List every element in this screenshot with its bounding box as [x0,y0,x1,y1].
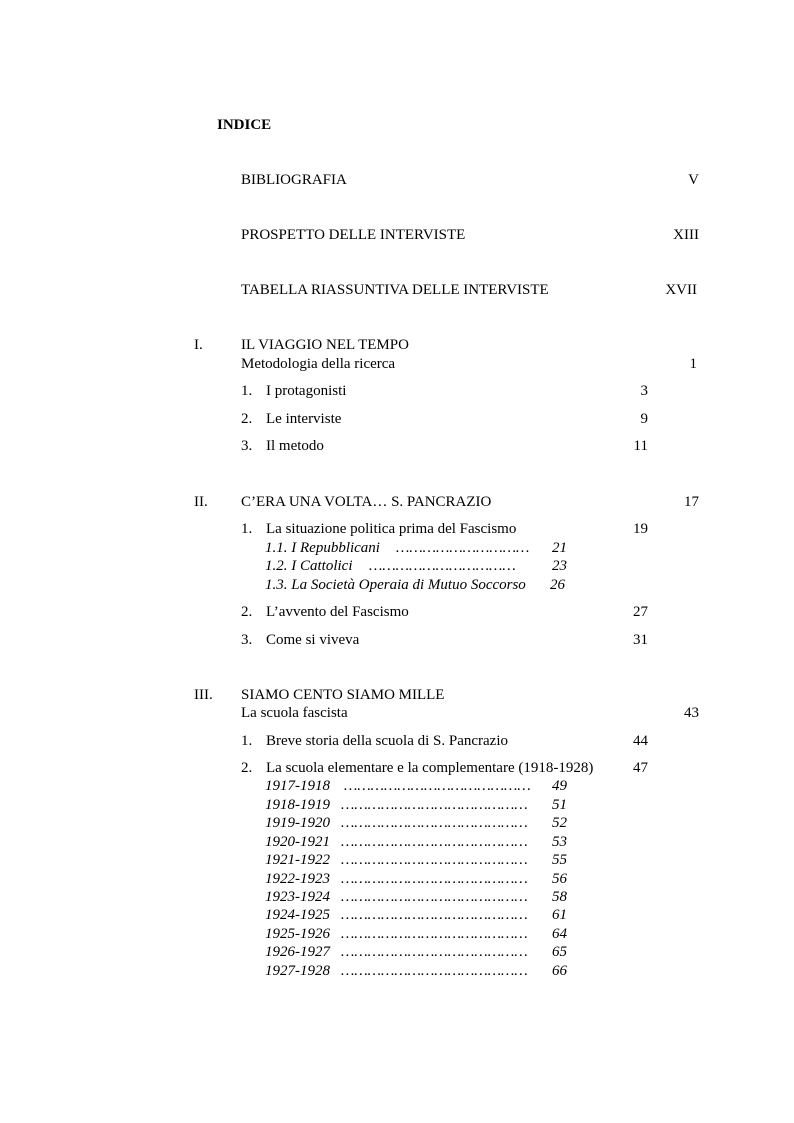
dot-leader: …………………………………… [341,889,528,905]
section-number: 1. [241,521,253,537]
year-entry[interactable]: 1923-1924 [265,889,330,905]
toc-page: 43 [684,705,699,721]
toc-page: 26 [550,577,565,593]
toc-page: 64 [552,926,567,942]
dot-leader: …………………………………… [341,907,528,923]
toc-page: 17 [684,494,699,510]
dot-leader: …………………………………… [341,815,528,831]
toc-page: 61 [552,907,567,923]
dot-leader: …………………………………… [341,926,528,942]
chapter-number: I. [194,337,203,353]
section-title[interactable]: Il metodo [266,438,324,454]
toc-page: 58 [552,889,567,905]
chapter-title[interactable]: IL VIAGGIO NEL TEMPO [241,337,409,353]
toc-page: 9 [640,411,648,427]
toc-page: 31 [633,632,648,648]
chapter-subtitle: La scuola fascista [241,705,348,721]
section-number: 2. [241,760,253,776]
toc-page: XIII [673,227,699,243]
section-title[interactable]: L’avvento del Fascismo [266,604,409,620]
dot-leader: …………………………………… [341,871,528,887]
toc-page: 65 [552,944,567,960]
dot-leader: …………………………………… [344,778,531,794]
toc-page: 1 [689,356,697,372]
section-number: 2. [241,604,253,620]
dot-leader: …………………………………… [341,963,528,979]
dot-leader: …………………………………… [341,797,528,813]
section-title[interactable]: Le interviste [266,411,342,427]
section-number: 2. [241,411,253,427]
section-title[interactable]: Breve storia della scuola di S. Pancrazio [266,733,509,749]
year-entry[interactable]: 1919-1920 [265,815,330,831]
toc-page: XVII [665,282,697,298]
section-title[interactable]: La situazione politica prima del Fascismo [266,521,517,537]
toc-page: 55 [552,852,567,868]
section-title[interactable]: La scuola elementare e la complementare (1918-1928) [266,760,594,776]
year-entry[interactable]: 1917-1918 [265,778,330,794]
page-title: INDICE [217,117,272,133]
chapter-subtitle: Metodologia della ricerca [241,356,396,372]
subsection-title[interactable]: 1.3. La Società Operaia di Mutuo Soccorso [265,577,526,593]
year-entry[interactable]: 1926-1927 [265,944,330,960]
subsection-title[interactable]: 1.1. I Repubblicani [265,540,380,556]
toc-entry-tabella[interactable]: TABELLA RIASSUNTIVA DELLE INTERVISTE [241,282,549,298]
chapter-title[interactable]: SIAMO CENTO SIAMO MILLE [241,687,445,703]
toc-page: 21 [552,540,567,556]
toc-page: 3 [640,383,648,399]
chapter-title[interactable]: C’ERA UNA VOLTA… S. PANCRAZIO [241,494,492,510]
section-number: 3. [241,438,253,454]
year-entry[interactable]: 1927-1928 [265,963,330,979]
toc-page: 52 [552,815,567,831]
toc-page: 23 [552,558,567,574]
toc-page: 53 [552,834,567,850]
toc-page: 44 [633,733,648,749]
subsection-title[interactable]: 1.2. I Cattolici [265,558,353,574]
year-entry[interactable]: 1918-1919 [265,797,330,813]
toc-entry-bibliografia[interactable]: BIBLIOGRAFIA [241,172,347,188]
chapter-number: II. [194,494,208,510]
dot-leader: ………………………… [396,540,530,556]
toc-entry-prospetto[interactable]: PROSPETTO DELLE INTERVISTE [241,227,466,243]
year-entry[interactable]: 1920-1921 [265,834,330,850]
section-number: 3. [241,632,253,648]
chapter-number: III. [194,687,213,703]
toc-page: V [688,172,699,188]
section-title[interactable]: I protagonisti [266,383,347,399]
dot-leader: …………………………………… [341,852,528,868]
section-number: 1. [241,383,253,399]
toc-page: 66 [552,963,567,979]
toc-page: 47 [633,760,648,776]
toc-page: 49 [552,778,567,794]
dot-leader: …………………………………… [341,944,528,960]
toc-page: 19 [633,521,648,537]
section-title[interactable]: Come si viveva [266,632,360,648]
year-entry[interactable]: 1925-1926 [265,926,330,942]
toc-page: 51 [552,797,567,813]
year-entry[interactable]: 1921-1922 [265,852,330,868]
year-entry[interactable]: 1922-1923 [265,871,330,887]
year-entry[interactable]: 1924-1925 [265,907,330,923]
toc-page: 27 [633,604,648,620]
dot-leader: …………………………… [369,558,516,574]
section-number: 1. [241,733,253,749]
toc-page: 11 [633,438,648,454]
toc-page: 56 [552,871,567,887]
dot-leader: …………………………………… [341,834,528,850]
